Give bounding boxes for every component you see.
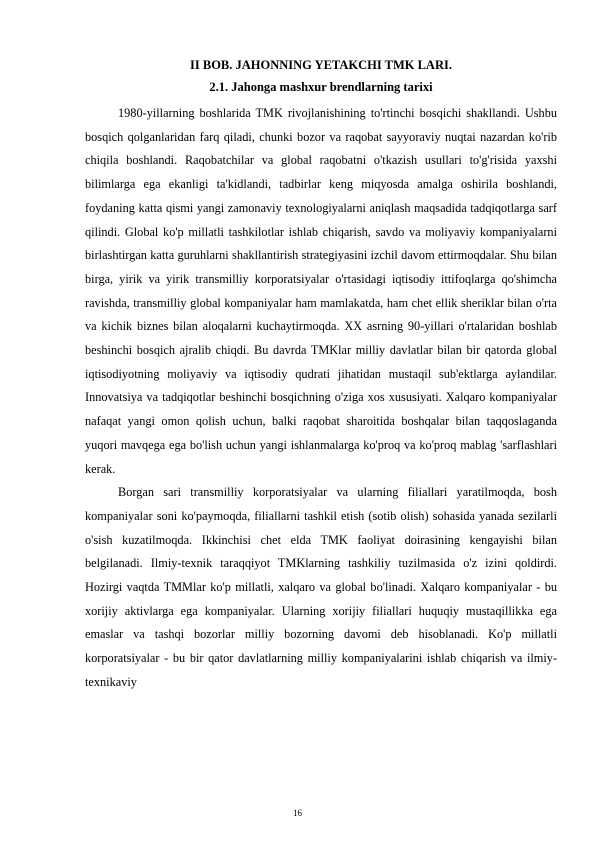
document-page bbox=[85, 56, 557, 695]
paragraph-1: 1980-yillarning boshlarida TMK rivojlanishining to'rtinchi bosqichi shakllandi. Ushbu bosqich qolganlaridan farq qiladi, chunki bozor va raqobat sayyoraviy nuqtai nazardan ko'rib chiqila boshlandi. Raqobatchilar va global raqobatni o'tkazish usullari to'g'risida yaxshi bilimlarga ega ekanligi ta'kidlandi, tadbirlar keng miqyosda amalga oshirila boshlandi, foydaning katta qismi yangi zamonaviy texnologiyalarni aniqlash maqsadida tadqiqotlarga sarf qilindi. Global ko'p millatli tashkilotlar ishlab chiqarish, savdo va moliyaviy kompaniyalarni birlashtirgan katta guruhlarni shakllantirish strategiyasini izchil davom ettirmoqdalar. Shu bilan birga, yirik va yirik transmilliy korporatsiyalar o'rtasidagi iqtisodiy ittifoqlarga qo'shimcha ravishda, transmilliy global kompaniyalar ham mamlakatda, ham chet ellik sheriklar bilan o'rta va kichik biznes bilan aloqalarni kuchaytirmoqda. XX asrning 90-yillari o'rtalaridan boshlab beshinchi bosqich ajralib chiqdi. Bu davrda TMKlar milliy davlatlar bilan bir qatorda global iqtisodiyotning moliyaviy va iqtisodiy qudrati jihatidan mustaqil sub'ektlarga aylandilar. Innovatsiya va tadqiqotlar beshinchi bosqichning o'ziga xos xususiyati. Xalqaro kompaniyalar nafaqat yangi omon qolish uchun, balki raqobat sharoitida boshqalar bilan taqqoslaganda yuqori mavqega ega bo'lish uchun yangi ishlanmalarga ko'proq va ko'proq mablag 'sarflashlari kerak. bbox=[85, 106, 557, 476]
section-title: 2.1. Jahonga mashxur brendlarning tarixi bbox=[209, 80, 433, 94]
paragraph-2: Borgan sari transmilliy korporatsiyalar va ularning filiallari yaratilmoqda, bosh kompaniyalar soni ko'paymoqda, filiallarni tashkil etish (sotib olish) sohasida yanada sezilarli o'sish kuzatilmoqda. Ikkinchisi chet elda TMK faoliyat doirasining kengayishi bilan belgilanadi. Ilmiy-texnik taraqqiyot TMKlarning tashkiliy tuzilmasida o'z izini qoldirdi. Hozirgi vaqtda TMMlar ko'p millatli, xalqaro va global bo'linadi. Xalqaro kompaniyalar - bu xorijiy aktivlarga ega kompaniyalar. Ularning xorijiy filiallari huquqiy mustaqillikka ega emaslar va tashqi bozorlar milliy bozorning davomi deb hisoblanadi. Ko'p millatli korporatsiyalar - bu bir qator davlatlarning milliy kompaniyalarini ishlab chiqarish va ilmiy-texnikaviy bbox=[85, 485, 557, 689]
chapter-title: II BOB. JAHONNING YETAKCHI TMK LARI. bbox=[190, 58, 452, 72]
page-number: 16 bbox=[293, 808, 302, 818]
